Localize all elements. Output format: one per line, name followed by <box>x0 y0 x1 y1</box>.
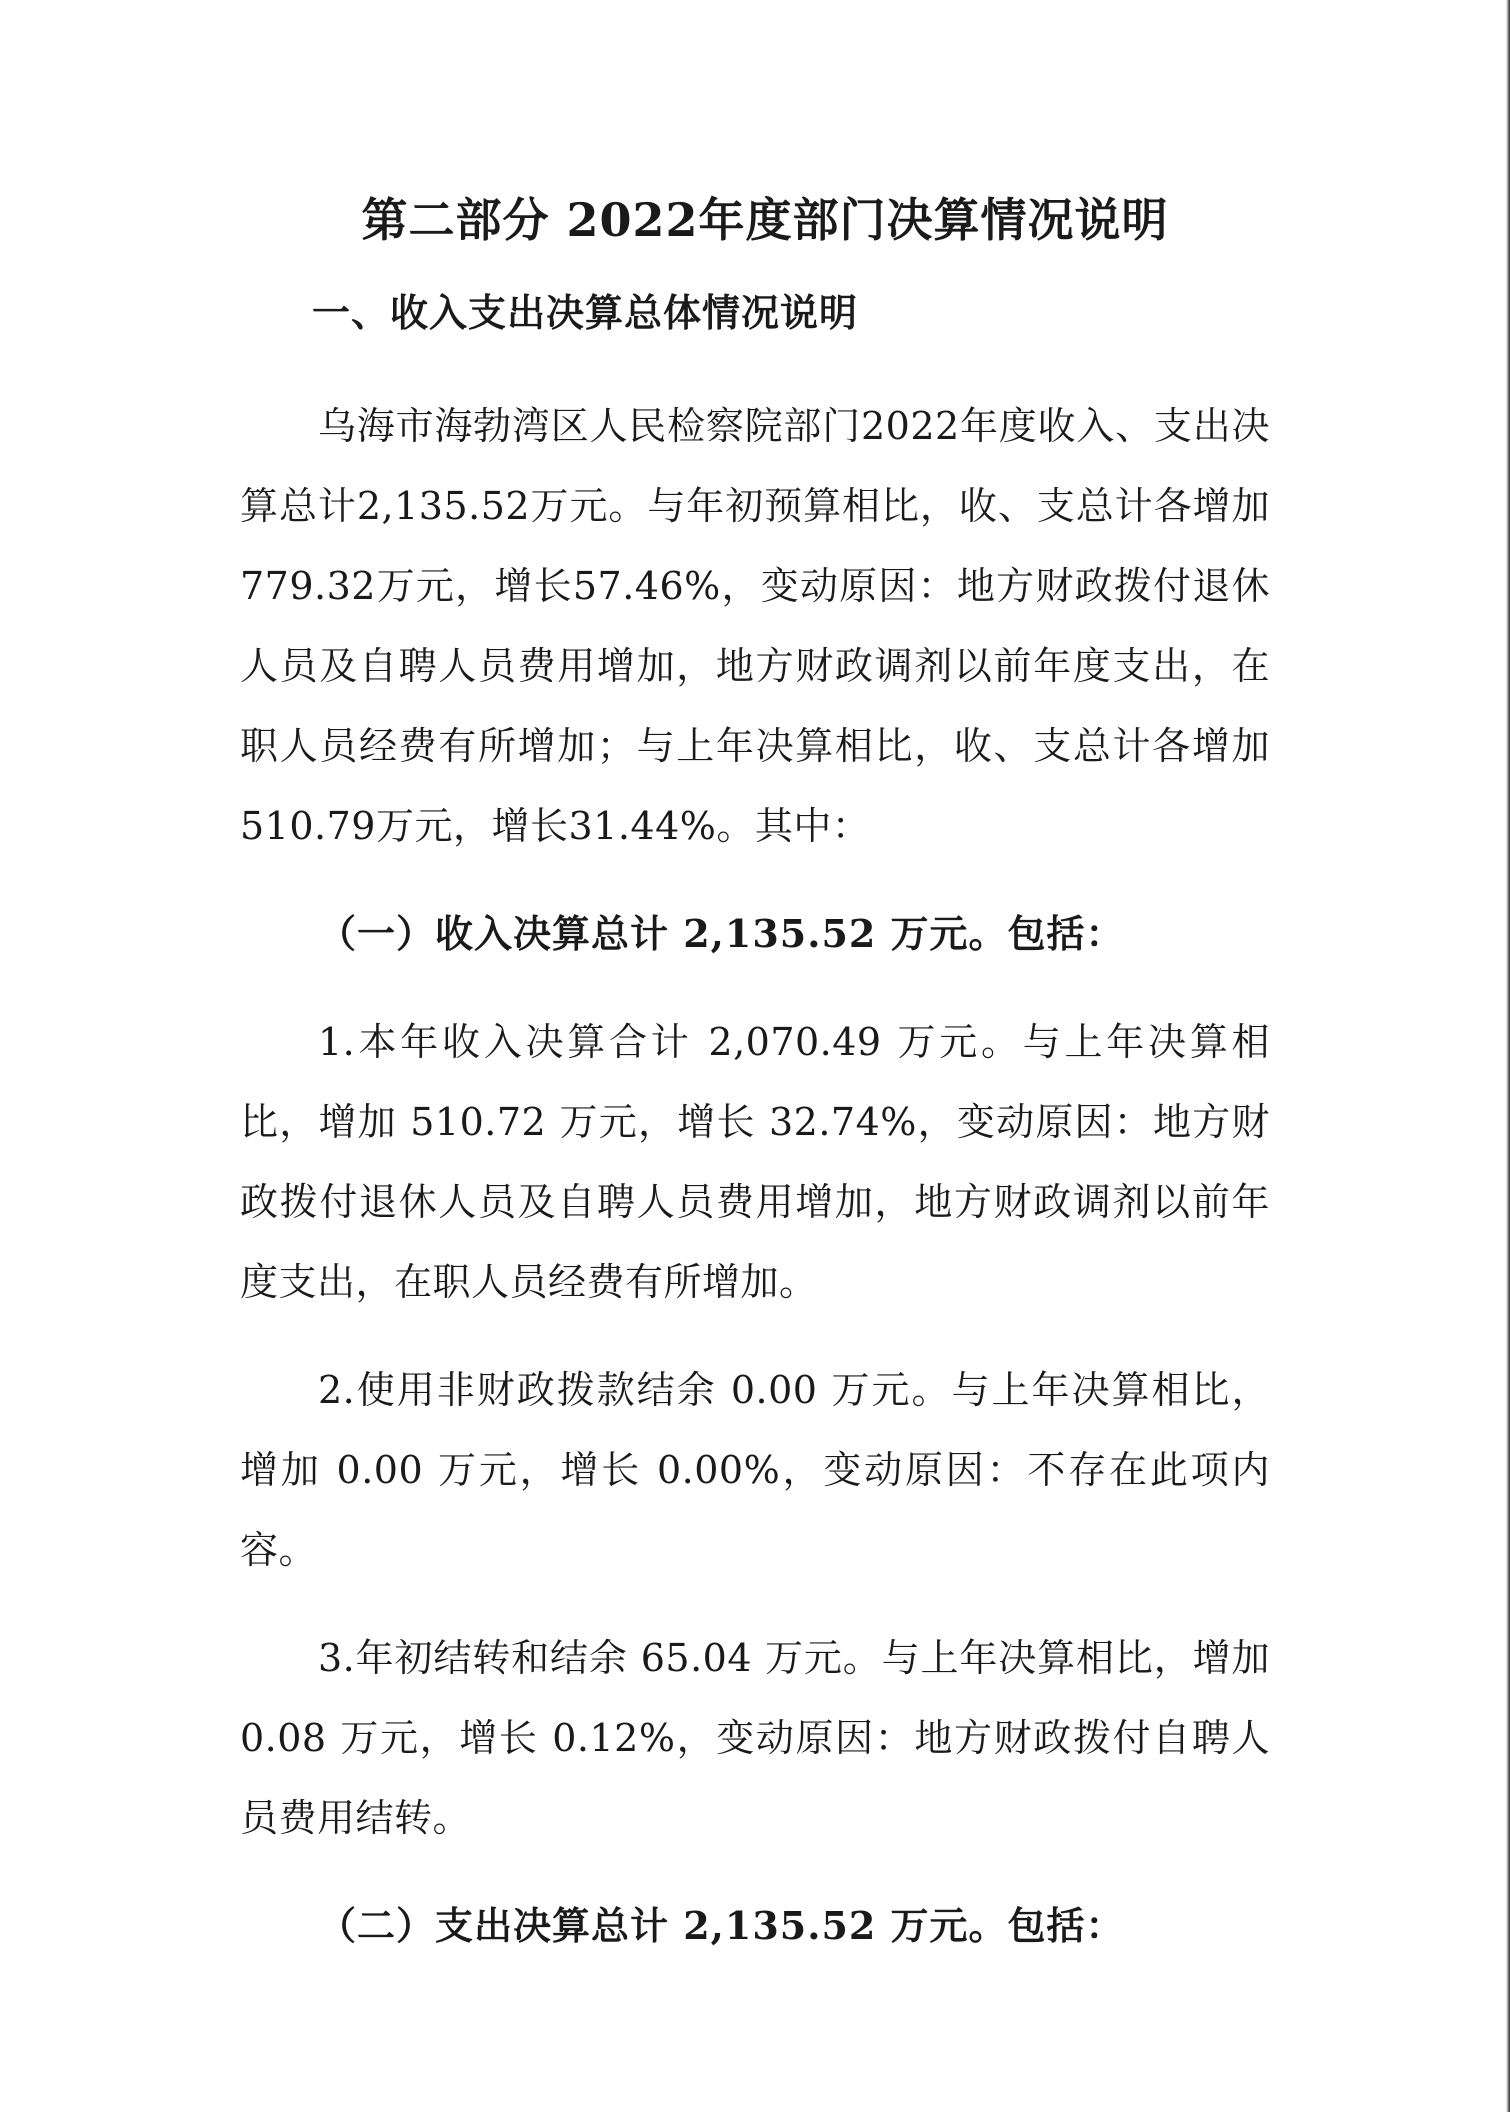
income-item-2: 2.使用非财政拨款结余 0.00 万元。与上年决算相比，增加 0.00 万元，增长 0.00%，变动原因：不存在此项内容。 <box>240 1368 1270 1572</box>
income-item-1: 1.本年收入决算合计 2,070.49 万元。与上年决算相比，增加 510.72 万元，增长 32.74%，变动原因：地方财政拨付退休人员及自聘人员费用增加，地方财政调剂以前年度支出，在职人员经费有所增加。 <box>240 1020 1270 1304</box>
scan-edge-divider <box>1506 0 1510 2112</box>
page-title: 第二部分 2022年度部门决算情况说明 <box>361 193 1169 247</box>
income-heading: （一）收入决算总计 2,135.52 万元。包括： <box>318 911 1125 956</box>
section-heading-overview: 一、收入支出决算总体情况说明 <box>312 290 859 335</box>
intro-paragraph: 乌海市海勃湾区人民检察院部门2022年度收入、支出决算总计2,135.52万元。与年初预算相比，收、支总计各增加779.32万元，增长57.46%，变动原因：地方财政拨付退休人员及自聘人员费用增加，地方财政调剂以前年度支出，在职人员经费有所增加；与上年决算相比，收、支总计各增加510.79万元，增长31.44%。其中： <box>240 404 1270 848</box>
expense-heading: （二）支出决算总计 2,135.52 万元。包括： <box>318 1903 1125 1948</box>
income-item-3: 3.年初结转和结余 65.04 万元。与上年决算相比，增加 0.08 万元，增长 0.12%，变动原因：地方财政拨付自聘人员费用结转。 <box>240 1636 1270 1840</box>
